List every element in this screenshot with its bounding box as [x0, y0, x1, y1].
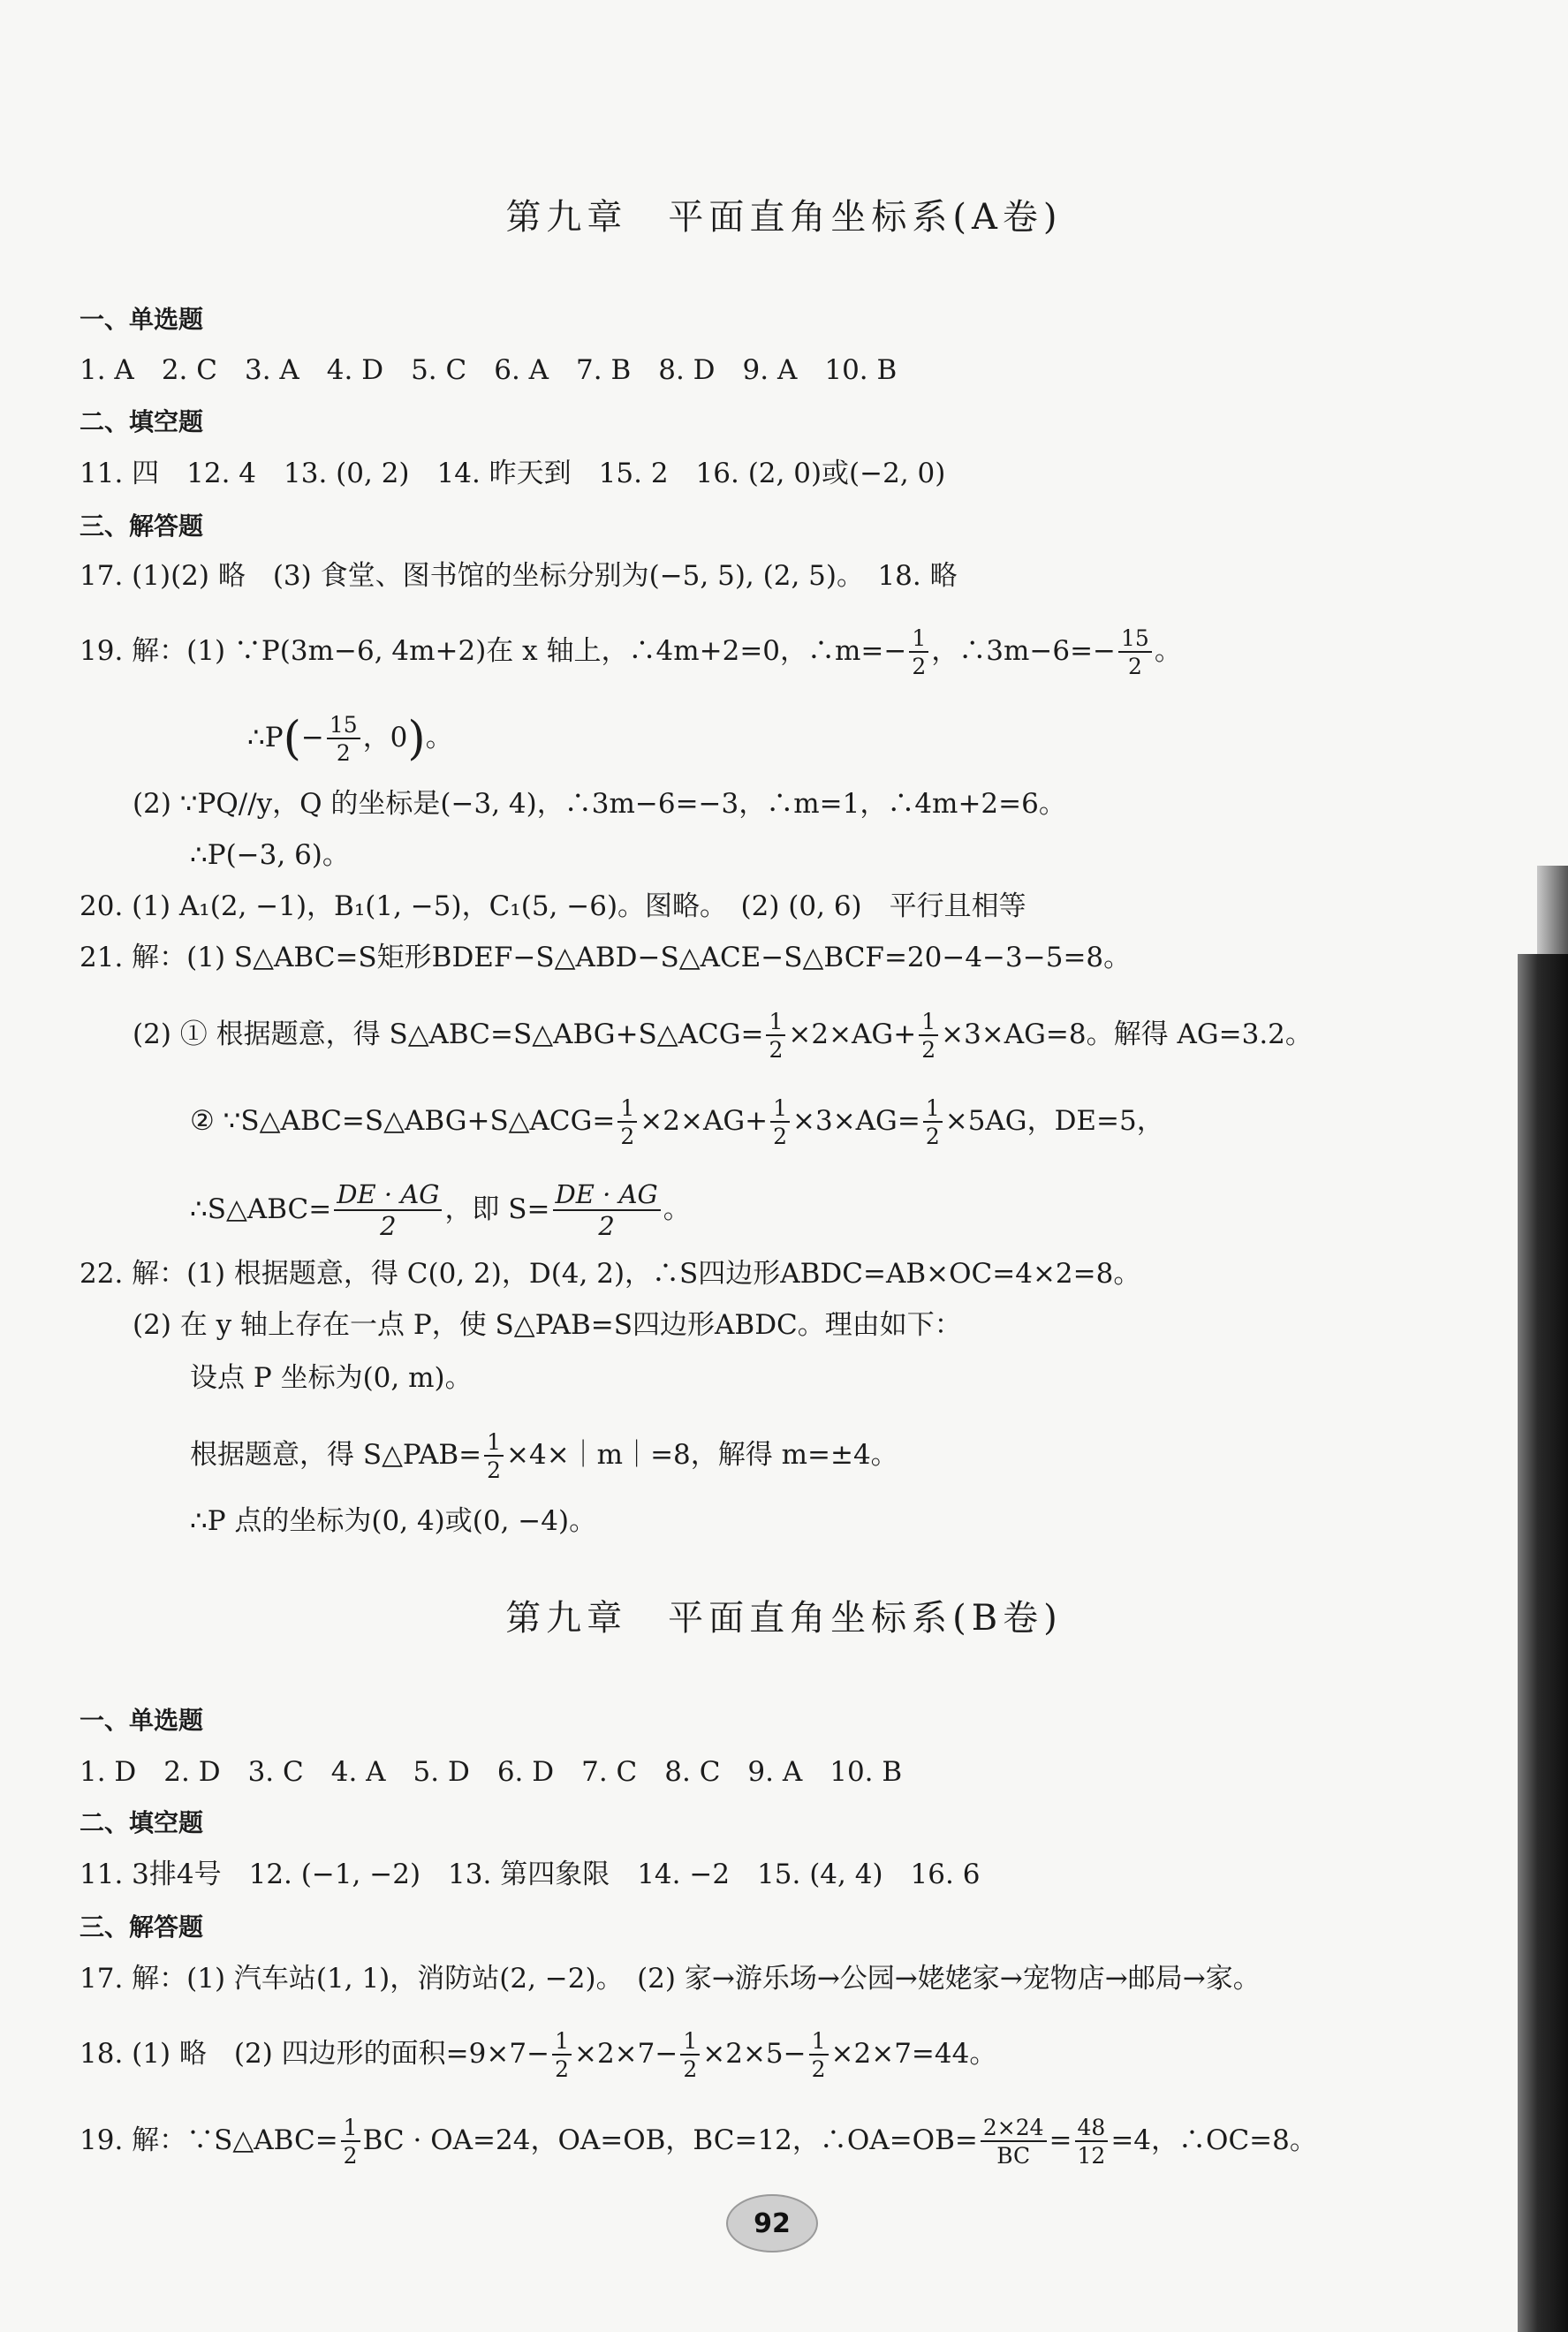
section-b-heading-single-choice: 一、单选题: [80, 1706, 204, 1735]
fraction: $\frac{1}{2}$: [484, 1431, 504, 1481]
fraction: $\frac{48}{12}$: [1075, 2116, 1109, 2167]
section-b-single-choice-answers: 1. D 2. D 3. C 4. A 5. D 6. D 7. C 8. C 9. A 10. B: [80, 1756, 903, 1788]
fraction: $\frac{1}{2}$: [766, 1011, 785, 1061]
fraction: $\frac{2\times 24}{BC}$: [981, 2116, 1047, 2167]
section-a-q19-line3: (2) ∵PQ//y，Q 的坐标是(−3, 4)，∴3m−6=−3，∴m=1，∴4m+2=6。: [133, 788, 1066, 820]
section-a-heading-solutions: 三、解答题: [80, 511, 204, 541]
section-b-heading-fill-blank: 二、填空题: [80, 1808, 204, 1837]
section-a-q21-line4: ∴S△ABC= $\frac{DE \cdot AG}{2}$ ，即 S= $\frac{DE \cdot AG}{2}$ 。: [190, 1179, 691, 1241]
fraction: $\frac{15}{2}$: [327, 714, 360, 764]
fraction: $\frac{DE \cdot AG}{2}$: [334, 1182, 442, 1239]
section-a-q22-line1: 22. 解：(1) 根据题意，得 C(0, 2)，D(4, 2)，∴S四边形ABDC=AB×OC=4×2=8。: [80, 1258, 1141, 1290]
section-a-q20: 20. (1) A₁(2, −1)，B₁(1, −5)，C₁(5, −6)。图略。 (2) (0, 6) 平行且相等: [80, 890, 1026, 922]
section-b-q19: 19. 解：∵S△ABC= $\frac{1}{2}$ BC · OA=24，OA=OB，BC=12，∴OA=OB= $\frac{2\times 24}{BC}$ = $\frac{48}{12}$ =4，∴OC=8。: [80, 2115, 1317, 2169]
section-a-fill-blank-answers: 11. 四 12. 4 13. (0, 2) 14. 昨天到 15. 2 16. (2, 0)或(−2, 0): [80, 458, 946, 489]
book-spine-edge: [1518, 954, 1568, 2332]
fraction: $\frac{1}{2}$: [909, 627, 928, 678]
fraction: $\frac{1}{2}$: [341, 2116, 360, 2167]
fraction: $\frac{1}{2}$: [809, 2030, 829, 2080]
fraction: $\frac{1}{2}$: [617, 1097, 637, 1147]
section-a-q17: 17. (1)(2) 略 (3) 食堂、图书馆的坐标分别为(−5, 5), (2, 5)。 18. 略: [80, 560, 958, 592]
section-a-title: 第九章 平面直角坐标系(A卷): [505, 197, 1063, 238]
section-a-q19-line1: 19. 解：(1) ∵P(3m−6, 4m+2)在 x 轴上，∴4m+2=0，∴m=− $\frac{1}{2}$ ，∴3m−6=− $\frac{15}{2}$ 。: [80, 625, 1182, 679]
section-a-heading-single-choice: 一、单选题: [80, 305, 204, 334]
section-a-q22-line5: ∴P 点的坐标为(0, 4)或(0, −4)。: [190, 1505, 597, 1537]
section-a-q19-line4: ∴P(−3, 6)。: [190, 839, 350, 871]
section-a-q22-line3: 设点 P 坐标为(0, m)。: [190, 1362, 473, 1394]
section-a-q22-line4: 根据题意，得 S△PAB= $\frac{1}{2}$ ×4×｜m｜=8，解得 m=±4。: [190, 1429, 898, 1483]
fraction: $\frac{15}{2}$: [1118, 627, 1152, 678]
fraction: $\frac{DE \cdot AG}{2}$: [553, 1182, 661, 1239]
section-b-title: 第九章 平面直角坐标系(B卷): [505, 1598, 1063, 1639]
section-a-q21-line2: (2) ① 根据题意，得 S△ABC=S△ABG+S△ACG= $\frac{1}{2}$ ×2×AG+ $\frac{1}{2}$ ×3×AG=8。解得 AG=3.2。: [133, 1009, 1313, 1063]
section-a-heading-fill-blank: 二、填空题: [80, 407, 204, 436]
section-a-q19-line2: ∴P(− $\frac{15}{2}$ ，0)。: [247, 712, 453, 766]
section-a-q21-line3: ② ∵S△ABC=S△ABG+S△ACG= $\frac{1}{2}$ ×2×AG+ $\frac{1}{2}$ ×3×AG= $\frac{1}{2}$ ×5AG，DE=5，: [190, 1095, 1164, 1149]
section-b-heading-solutions: 三、解答题: [80, 1912, 204, 1942]
fraction: $\frac{1}{2}$: [770, 1097, 790, 1147]
fraction: $\frac{1}{2}$: [552, 2030, 572, 2080]
fraction: $\frac{1}{2}$: [923, 1097, 943, 1147]
section-b-q18: 18. (1) 略 (2) 四边形的面积=9×7− $\frac{1}{2}$ ×2×7− $\frac{1}{2}$ ×2×5− $\frac{1}{2}$ ×2×7=44。: [80, 2028, 997, 2082]
page-number-badge: 92: [726, 2194, 818, 2252]
fraction: $\frac{1}{2}$: [680, 2030, 700, 2080]
section-b-q17: 17. 解：(1) 汽车站(1, 1)，消防站(2, −2)。 (2) 家→游乐场→公园→姥姥家→宠物店→邮局→家。: [80, 1963, 1261, 1995]
fraction: $\frac{1}{2}$: [919, 1011, 938, 1061]
section-a-q22-line2: (2) 在 y 轴上存在一点 P，使 S△PAB=S四边形ABDC。理由如下：: [133, 1309, 962, 1341]
section-a-q21-line1: 21. 解：(1) S△ABC=S矩形BDEF−S△ABD−S△ACE−S△BCF=20−4−3−5=8。: [80, 942, 1132, 973]
book-spine-shadow: [1537, 866, 1568, 954]
section-a-single-choice-answers: 1. A 2. C 3. A 4. D 5. C 6. A 7. B 8. D 9. A 10. B: [80, 354, 898, 386]
section-b-fill-blank-answers: 11. 3排4号 12. (−1, −2) 13. 第四象限 14. −2 15. (4, 4) 16. 6: [80, 1859, 981, 1890]
